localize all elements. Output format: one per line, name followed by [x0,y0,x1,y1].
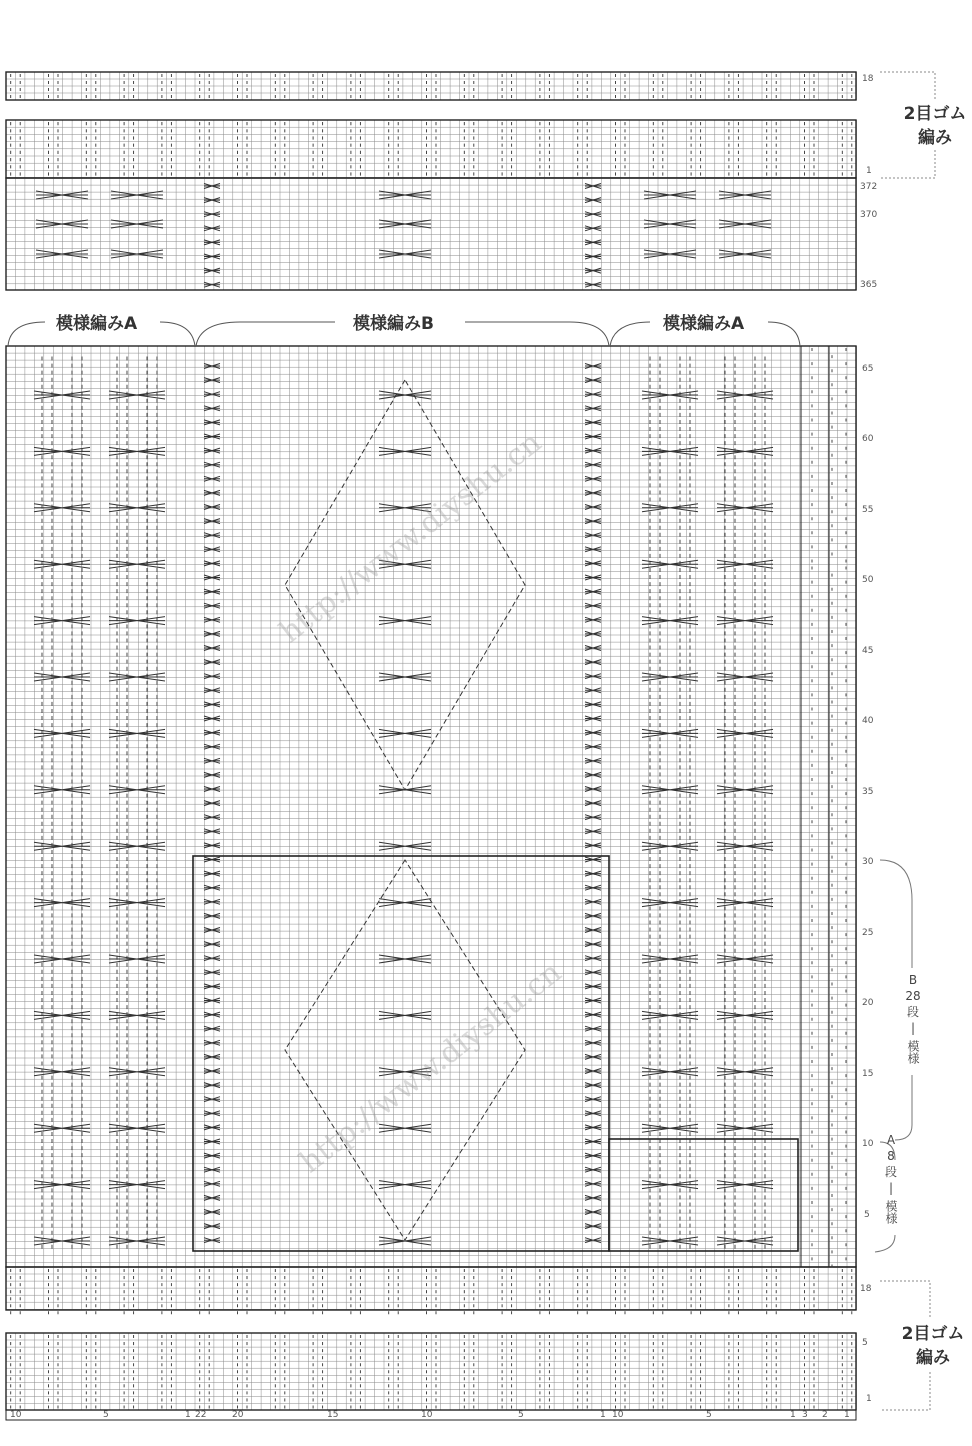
side-cable-cross [204,1125,220,1130]
side-cable-cross [204,589,220,594]
side-cable-cross [585,1167,601,1172]
side-cable-cross [585,1181,601,1186]
side-cable-cross [204,772,220,777]
row-num-bottom-5: 5 [862,1338,868,1348]
top-rib-grid-b [6,120,857,178]
side-cable-cross [585,1097,601,1102]
side-cable-cross [585,716,601,721]
row-num-372: 372 [860,182,878,192]
side-cable-cross [204,1040,220,1045]
repeat-a-label [878,1132,904,1228]
side-cable-cross [204,928,220,933]
side-cable-cross [585,505,601,510]
side-cable-cross [585,392,601,397]
col-num: 1 [600,1410,606,1420]
side-cable-cross [204,801,220,806]
side-cable-cross [585,561,601,566]
repeat-a-count: 8 [887,1149,895,1163]
side-cable-cross [204,913,220,918]
pattern-b-center-cross [379,673,431,681]
col-num: 1 [844,1410,850,1420]
side-cable-cross [204,857,220,862]
pattern-b-center-cross [379,786,431,794]
side-cable-cross [204,603,220,608]
collar-side-cross [585,254,601,259]
repeat-b-dash: | [910,1021,916,1035]
side-cable-cross [585,772,601,777]
side-cable-cross [585,829,601,834]
side-cable-cross [585,490,601,495]
rib-top-line2: 編み [918,128,952,148]
row-num-5: 5 [864,1210,870,1220]
side-cable-cross [585,1069,601,1074]
row-num-60: 60 [862,434,874,444]
side-cable-cross [204,660,220,665]
side-cable-cross [204,617,220,622]
row-num-55: 55 [862,505,874,515]
side-cable-cross [204,505,220,510]
side-cable-cross [585,1224,601,1229]
collar-side-cross [204,226,220,231]
row-num-20: 20 [862,998,874,1008]
row-num-top-1: 1 [866,166,872,176]
side-cable-cross [204,490,220,495]
side-cable-cross [585,998,601,1003]
side-cable-cross [585,420,601,425]
side-cable-cross [204,575,220,580]
side-cable-cross [204,1139,220,1144]
collar-side-cross [204,184,220,189]
pattern-b-center-cross [379,447,431,455]
col-num: 5 [103,1410,109,1420]
side-cable-cross [585,434,601,439]
side-cable-cross [204,1026,220,1031]
pattern-b-center-cross [379,1237,431,1245]
pattern-b-center-cross [379,729,431,737]
side-cable-cross [204,1167,220,1172]
col-num: 3 [802,1410,808,1420]
side-cable-cross [585,857,601,862]
side-cable-cross [585,1153,601,1158]
side-cable-cross [585,1083,601,1088]
col-num: 10 [612,1410,624,1420]
side-cable-cross [585,406,601,411]
watermark: http://www.diyshu.cn [293,954,569,1181]
side-cable-cross [585,1040,601,1045]
side-cable-cross [204,815,220,820]
collar-side-cross [204,268,220,273]
collar-side-cross [204,212,220,217]
side-cable-cross [585,1026,601,1031]
rib-bottom-line2: 編み [916,1348,950,1368]
side-cable-cross [585,1054,601,1059]
side-cable-cross [204,899,220,904]
side-cable-cross [585,913,601,918]
side-cable-cross [585,1012,601,1017]
repeat-a-word: 模様 [884,1200,898,1224]
side-cable-cross [585,378,601,383]
collar-side-cross [585,198,601,203]
row-num-65: 65 [862,364,874,374]
row-num-top-18: 18 [862,74,874,84]
side-cable-cross [585,603,601,608]
side-cable-cross [204,1069,220,1074]
side-cable-cross [204,1238,220,1243]
row-num-35: 35 [862,787,874,797]
pattern-a-right-label: 模様編みA [657,309,750,334]
side-cable-cross [204,1054,220,1059]
side-cable-cross [204,547,220,552]
pattern-b-center-cross [379,617,431,625]
pattern-b-center-cross [379,1181,431,1189]
collar-cable-cross [719,220,771,228]
repeat-b-word: 模様 [906,1040,920,1064]
row-num-45: 45 [862,646,874,656]
side-cable-cross [585,899,601,904]
side-cable-cross [585,871,601,876]
repeat-b-unit: 段 [906,1005,919,1019]
row-num-370: 370 [860,210,878,220]
side-cable-cross [204,1083,220,1088]
repeat-b-letter: B [908,973,918,987]
collar-side-cross [585,212,601,217]
collar-side-cross [585,268,601,273]
row-num-bottom-18: 18 [860,1284,872,1294]
side-cable-cross [204,420,220,425]
repeat-a-unit: 段 [884,1165,897,1179]
collar-side-cross [585,240,601,245]
collar-cable-cross [111,220,163,228]
side-cable-cross [204,631,220,636]
collar-cable-cross [719,250,771,258]
side-cable-cross [585,942,601,947]
side-cable-cross [585,970,601,975]
collar-side-cross [204,240,220,245]
side-cable-cross [204,702,220,707]
side-cable-cross [585,730,601,735]
side-cable-cross [204,392,220,397]
side-cable-cross [585,448,601,453]
side-cable-cross [585,547,601,552]
side-cable-cross [204,829,220,834]
side-cable-cross [204,730,220,735]
side-cable-cross [585,646,601,651]
side-cable-cross [585,787,601,792]
side-cable-cross [204,716,220,721]
side-cable-cross [585,758,601,763]
col-num: 22 [195,1410,207,1420]
side-cable-cross [585,660,601,665]
side-cable-cross [204,984,220,989]
side-cable-cross [204,476,220,481]
side-cable-cross [585,984,601,989]
pattern-b-center-cross [379,1124,431,1132]
side-cable-cross [204,1153,220,1158]
side-cable-cross [204,434,220,439]
side-cable-cross [585,1139,601,1144]
col-num: 1 [790,1410,796,1420]
side-cable-cross [204,1012,220,1017]
collar-cable-cross [379,250,431,258]
side-cable-cross [585,1111,601,1116]
side-cable-cross [204,1111,220,1116]
side-cable-cross [585,928,601,933]
side-cable-cross [585,815,601,820]
col-num: 15 [327,1410,339,1420]
repeat-b-count: 28 [905,989,921,1003]
rib-top-line1: 2目ゴム [903,104,967,124]
side-cable-cross [585,575,601,580]
collar-cable-cross [36,220,88,228]
collar-side-cross [204,282,220,287]
side-cable-cross [204,885,220,890]
side-cable-cross [204,942,220,947]
rib-top-label [895,102,972,150]
collar-cable-cross [36,250,88,258]
side-cable-cross [204,462,220,467]
side-cable-cross [585,744,601,749]
side-cable-cross [204,843,220,848]
side-cable-cross [204,758,220,763]
side-cable-cross [204,871,220,876]
rib-bottom-line1: 2目ゴム [901,1324,965,1344]
pattern-b-center-cross [379,955,431,963]
side-cable-cross [585,617,601,622]
row-num-15: 15 [862,1069,874,1079]
collar-side-cross [204,254,220,259]
side-cable-cross [585,1125,601,1130]
side-cable-cross [585,956,601,961]
collar-side-cross [585,282,601,287]
side-cable-cross [585,519,601,524]
collar-cable-cross [379,220,431,228]
col-num: 20 [232,1410,244,1420]
side-cable-cross [585,533,601,538]
row-num-50: 50 [862,575,874,585]
side-cable-cross [204,1195,220,1200]
collar-side-cross [585,226,601,231]
side-cable-cross [204,688,220,693]
row-num-bottom-1: 1 [866,1394,872,1404]
pattern-b-label: 模様編みB [347,309,440,334]
repeat-b-label [900,972,926,1068]
rib-bottom-label [893,1322,972,1370]
col-num: 1 [185,1410,191,1420]
collar-cable-cross [644,250,696,258]
side-cable-cross [204,533,220,538]
pattern-b-center-cross [379,842,431,850]
side-cable-cross [585,631,601,636]
collar-side-cross [204,198,220,203]
side-cable-cross [204,646,220,651]
pattern-b-center-cross [379,1011,431,1019]
side-cable-cross [585,1210,601,1215]
side-cable-cross [204,406,220,411]
side-cable-cross [585,674,601,679]
watermark: http://www.diyshu.cn [273,424,549,651]
side-cable-cross [585,801,601,806]
side-cable-cross [204,378,220,383]
side-cable-cross [204,1181,220,1186]
side-cable-cross [585,462,601,467]
collar-cable-cross [644,220,696,228]
side-cable-cross [585,1195,601,1200]
col-num: 10 [10,1410,22,1420]
side-cable-cross [585,702,601,707]
side-cable-cross [585,589,601,594]
row-num-365: 365 [860,280,878,290]
side-cable-cross [204,1224,220,1229]
col-num: 2 [822,1410,828,1420]
pattern-b-center-cross [379,391,431,399]
side-cable-cross [585,1238,601,1243]
side-cable-cross [585,476,601,481]
col-num: 5 [706,1410,712,1420]
side-cable-cross [585,885,601,890]
row-num-30: 30 [862,857,874,867]
side-cable-cross [204,1210,220,1215]
bottom-rib-grid-a [6,1267,857,1310]
pattern-a-left-label: 模様編みA [50,309,143,334]
side-cable-cross [204,744,220,749]
col-num: 5 [518,1410,524,1420]
side-cable-cross [204,956,220,961]
side-cable-cross [204,561,220,566]
row-num-25: 25 [862,928,874,938]
repeat-a-letter: A [886,1133,896,1147]
side-cable-cross [585,843,601,848]
row-num-10: 10 [862,1139,874,1149]
side-cable-cross [204,519,220,524]
side-cable-cross [204,674,220,679]
pattern-b-center-cross [379,899,431,907]
side-cable-cross [204,1097,220,1102]
side-cable-cross [585,364,601,369]
repeat-a-dash: | [888,1181,894,1195]
row-num-40: 40 [862,716,874,726]
side-cable-cross [585,688,601,693]
side-cable-cross [204,448,220,453]
side-cable-cross [204,364,220,369]
side-cable-cross [204,970,220,975]
col-num: 10 [421,1410,433,1420]
side-cable-cross [204,998,220,1003]
collar-cable-cross [111,250,163,258]
collar-side-cross [585,184,601,189]
side-cable-cross [204,787,220,792]
